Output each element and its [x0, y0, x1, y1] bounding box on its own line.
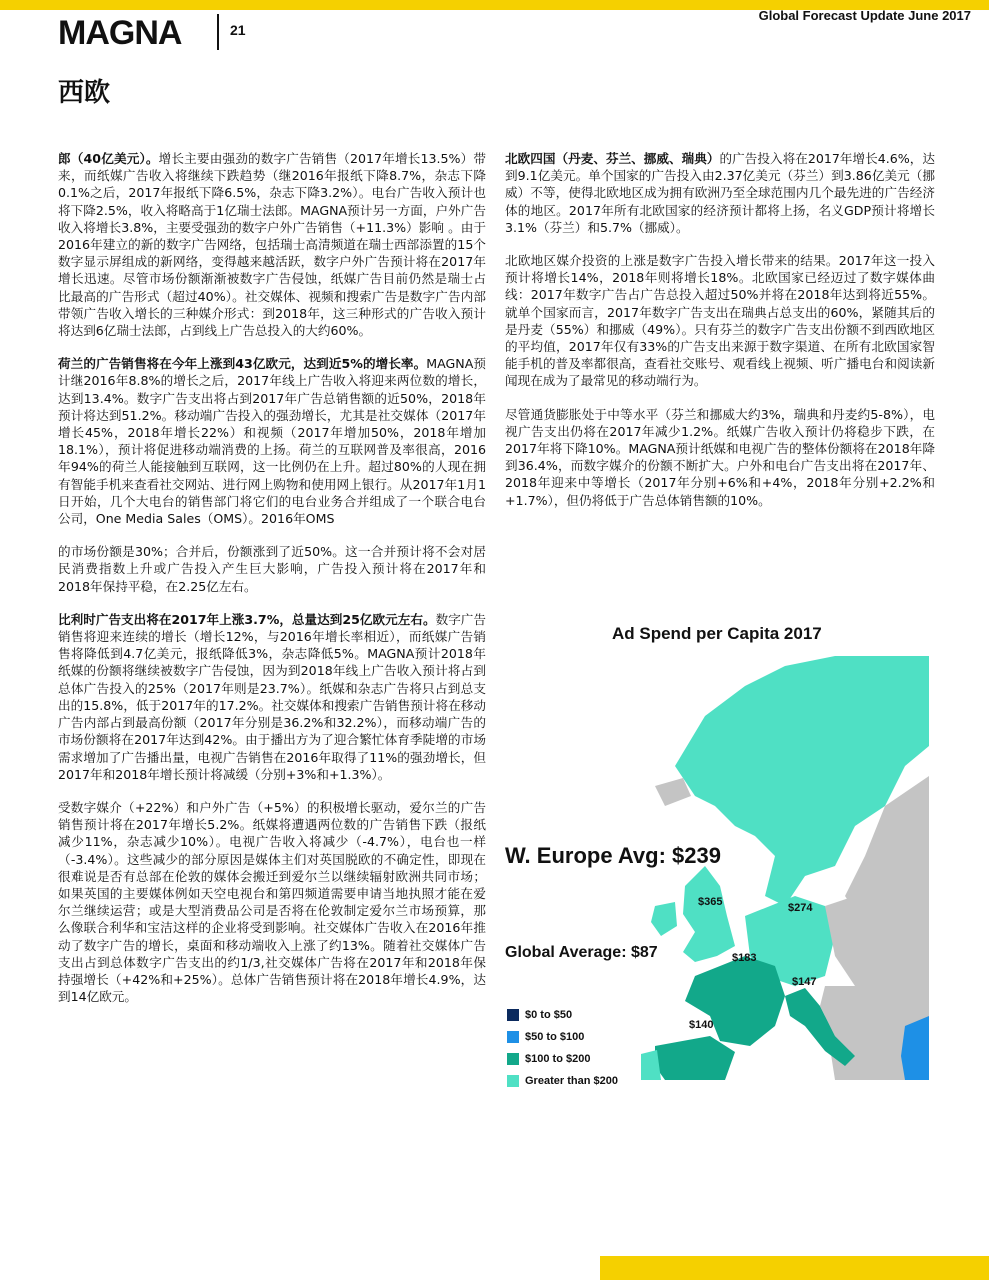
map-legend	[507, 1004, 618, 1092]
paragraph-text: 的广告投入将在2017年增长4.6%，达到9.1亿美元。单个国家的广告投入由2.37亿美元（芬兰）到3.86亿美元（挪威）不等，使得北欧地区成为拥有欧洲乃至全球范围内几个最先进的广告经济体的地区。2017年所有北欧国家的经济预计都将上扬，名义GDP预计将增长3.1%（芬兰）和5.7%（挪威）。	[505, 151, 936, 235]
paragraph-text: MAGNA预计继2016年8.8%的增长之后，2017年线上广告收入将迎来两位数的增长，达到13.4%。数字广告支出将占到2017年广告总销售额的近50%，2018年预计将达到51.2%。移动端广告投入的强劲增长，尤其是社交媒体（2017年增长45%，2018年增长22%）和视频（2017年增加50%，2018年增加18.1%），预计将促进移动端消费的上扬。荷兰的互联网普及率很高，2016年94%的荷兰人能接触到互联网，这一比例仍在上升。超过80%的人现在拥有智能手机来查看社交网站、进行网上购物和使用网上银行。从2017年1月1日开始，几个大电台的销售部门将它们的电台业务合并组成了一个联合电台公司，One Media Sales（OMS）。2016年OMS	[58, 356, 486, 527]
paragraph-text: 增长主要由强劲的数字广告销售（2017年增长13.5%）带来，而纸媒广告收入将继续下跌趋势（继2016年报纸下降8.7%，杂志下降0.1%之后，2017年报纸下降6.5%，杂志下降3.2%）。电台广告收入预计也将下降2.5%，收入将略高于1亿瑞士法郎。MAGNA预计另一方面，户外广告收入将增长3.8%，主要受强劲的数字户外广告销售（+11.3%）影响 。由于2016年建立的新的数字广告网络，包括瑞士高清频道在瑞士西部添置的15个数字显示屏组成的新网络，变得越来越活跃，数字户外广告预计将在2017年增长迅速。尽管市场份额渐渐被数字广告侵蚀，纸媒广告目前仍然是瑞士占比最高的广告形式（超过40%）。社交媒体、视频和搜索广告是数字广告内部带领广告收入增长的三种媒介形式：到2018年，这三种形式的广告收入预计将达到6亿瑞士法郎，占到线上广告总投入的大约60%。	[58, 151, 486, 339]
paragraph-lede: 北欧四国（丹麦、芬兰、挪威、瑞典）	[505, 151, 720, 166]
paragraph	[58, 543, 486, 595]
paragraph-text: 数字广告销售将迎来连续的增长（增长12%，与2016年增长率相近），而纸媒广告销售将降低到4.7亿美元，报纸降低3%，杂志降低5%。MAGNA预计2018年纸媒的份额将继续被数字广告侵蚀，因为到2018年线上广告收入预计将占到总体广告投入的25%（2017年则是23.7%）。纸媒和杂志广告将只占到总支出的15.8%，低于2017年的17.2%。社交媒体和搜索广告销售预计将在移动广告内部占到最高份额（2017年分别是36.2%和32.2%），而移动端广告的市场份额将在2017年达到42%。由于播出方为了迎合繁忙体育季陡增的市场需求增加了广告播出量，电视广告销售在2016年取得了11%的强劲增长，但2017年和2018年增长预计将减缓（分别+3%和+1.3%）。	[58, 611, 486, 782]
paragraph	[58, 355, 486, 527]
publication-title: Global Forecast Update June 2017	[758, 8, 971, 23]
paragraph-lede: 比利时广告支出将在2017年上涨3.7%，总量达到25亿欧元左右。	[58, 611, 436, 627]
legend-item	[507, 1026, 618, 1048]
paragraph-text: 受数字媒介（+22%）和户外广告（+5%）的积极增长驱动，爱尔兰的广告销售预计将在2017年增长5.2%。纸媒将遭遇两位数的广告销售下跌（报纸减少11%，杂志减少10%）。电视广告收入将减少（-4.7%），电台也一样（-3.4%）。这些减少的部分原因是媒体主们对英国脱欧的不确定性，即现在很难说是否有总部在伦敦的媒体会搬迁到爱尔兰以继续辐射欧洲共同市场；如果英国的主要媒体例如天空电视台和第四频道需要申请当地执照才能在爱尔兰继续运营；或是大型消费品公司是否将在伦敦制定爱尔兰市场预算，那么像联合利华和宝洁这样的企业将受到影响。社交媒体广告收入在2016年推动了数字广告的增长，桌面和移动端收入上涨了约13%。随着社交媒体广告支出占到总体数字广告支出的约1/3,社交媒体广告将在2017年和2018年保持强增长（+42%和+25%）。总体广告销售预计将在2018年增长4.9%，达到14亿欧元。	[58, 799, 486, 1005]
bottom-bar-mask	[0, 1256, 600, 1280]
paragraph	[505, 150, 935, 236]
bottom-accent-bar	[0, 1256, 989, 1280]
legend-item	[507, 1070, 618, 1092]
paragraph-text: 北欧地区媒介投资的上涨是数字广告投入增长带来的结果。2017年这一投入预计将增长14%，2018年则将增长18%。北欧国家已经迈过了数字媒体曲线：2017年数字广告占广告总投入超过50%并将在2018年达到将近55%。就单个国家而言，2017年数字广告支出在瑞典占总支出的60%，紧随其后的是丹麦（55%）和挪威（49%）。只有芬兰的数字广告支出份额不到西欧地区的平均值，2017年仅有33%的广告支出来源于数字渠道、在所有北欧国家智能手机的普及率都很高，查看社交账号、观看线上视频、听广播电台和阅读新闻现在成为了最常见的移动端行为。	[505, 253, 935, 389]
value-france: $183	[732, 952, 757, 964]
paragraph-lede: 郎（40亿美元）。	[58, 151, 159, 166]
western-europe-average: W. Europe Avg: $239	[505, 843, 721, 868]
value-uk: $365	[698, 896, 723, 908]
paragraph	[505, 406, 935, 509]
map-title: Ad Spend per Capita 2017	[612, 624, 822, 643]
region-ireland	[651, 902, 677, 936]
header-divider	[217, 14, 219, 50]
paragraph-lede: 荷兰的广告销售将在今年上涨到43亿欧元，达到近5%的增长率。	[58, 356, 427, 372]
region-uk	[683, 866, 735, 962]
legend-swatch	[507, 1075, 519, 1087]
paragraph	[58, 799, 486, 1005]
paragraph-text: 尽管通货膨胀处于中等水平（芬兰和挪威大约3%，瑞典和丹麦约5-8%），电视广告支出仍将在2017年减少1.2%。纸媒广告收入预计仍将稳步下跌，在2017年将下降10%。MAGNA预计纸媒和电视广告的整体份额将在2018年降到36.4%，而数字媒介的份额不断扩大。户外和电台广告支出将在2017年、2018年迎来中等增长（2017年分别+6%和+4%，2018年分别+2.2%和+1.7%），但仍将低于广告总体销售额的10%。	[505, 406, 935, 508]
paragraph	[58, 150, 486, 339]
section-title: 西欧	[58, 78, 111, 108]
paragraph	[58, 611, 486, 783]
legend-item	[507, 1048, 618, 1070]
region-spain	[655, 1036, 735, 1080]
paragraph	[505, 252, 935, 390]
magna-logo: MAGNA	[58, 14, 182, 52]
legend-label: Greater than $200	[525, 1075, 618, 1087]
value-germany: $274	[788, 902, 813, 914]
legend-swatch	[507, 1009, 519, 1021]
region-iceland	[655, 778, 691, 806]
value-spain: $140	[689, 1019, 714, 1031]
legend-label: $100 to $200	[525, 1053, 591, 1065]
legend-label: $50 to $100	[525, 1031, 585, 1043]
legend-swatch	[507, 1053, 519, 1065]
page-number: 21	[230, 22, 246, 38]
paragraph-text: 的市场份额是30%；合并后，份额涨到了近50%。这一合并预计将不会对居民消费指数上升或广告投入产生巨大影响，广告投入预计将在2017年和2018年保持平稳，在2.25亿左右。	[58, 544, 486, 594]
value-italy: $147	[792, 976, 817, 988]
right-column	[505, 150, 935, 525]
global-average: Global Average: $87	[505, 944, 658, 961]
legend-item	[507, 1004, 618, 1026]
region-france	[685, 956, 785, 1046]
legend-label: $0 to $50	[525, 1009, 573, 1021]
legend-swatch	[507, 1031, 519, 1043]
left-column	[58, 150, 486, 1021]
